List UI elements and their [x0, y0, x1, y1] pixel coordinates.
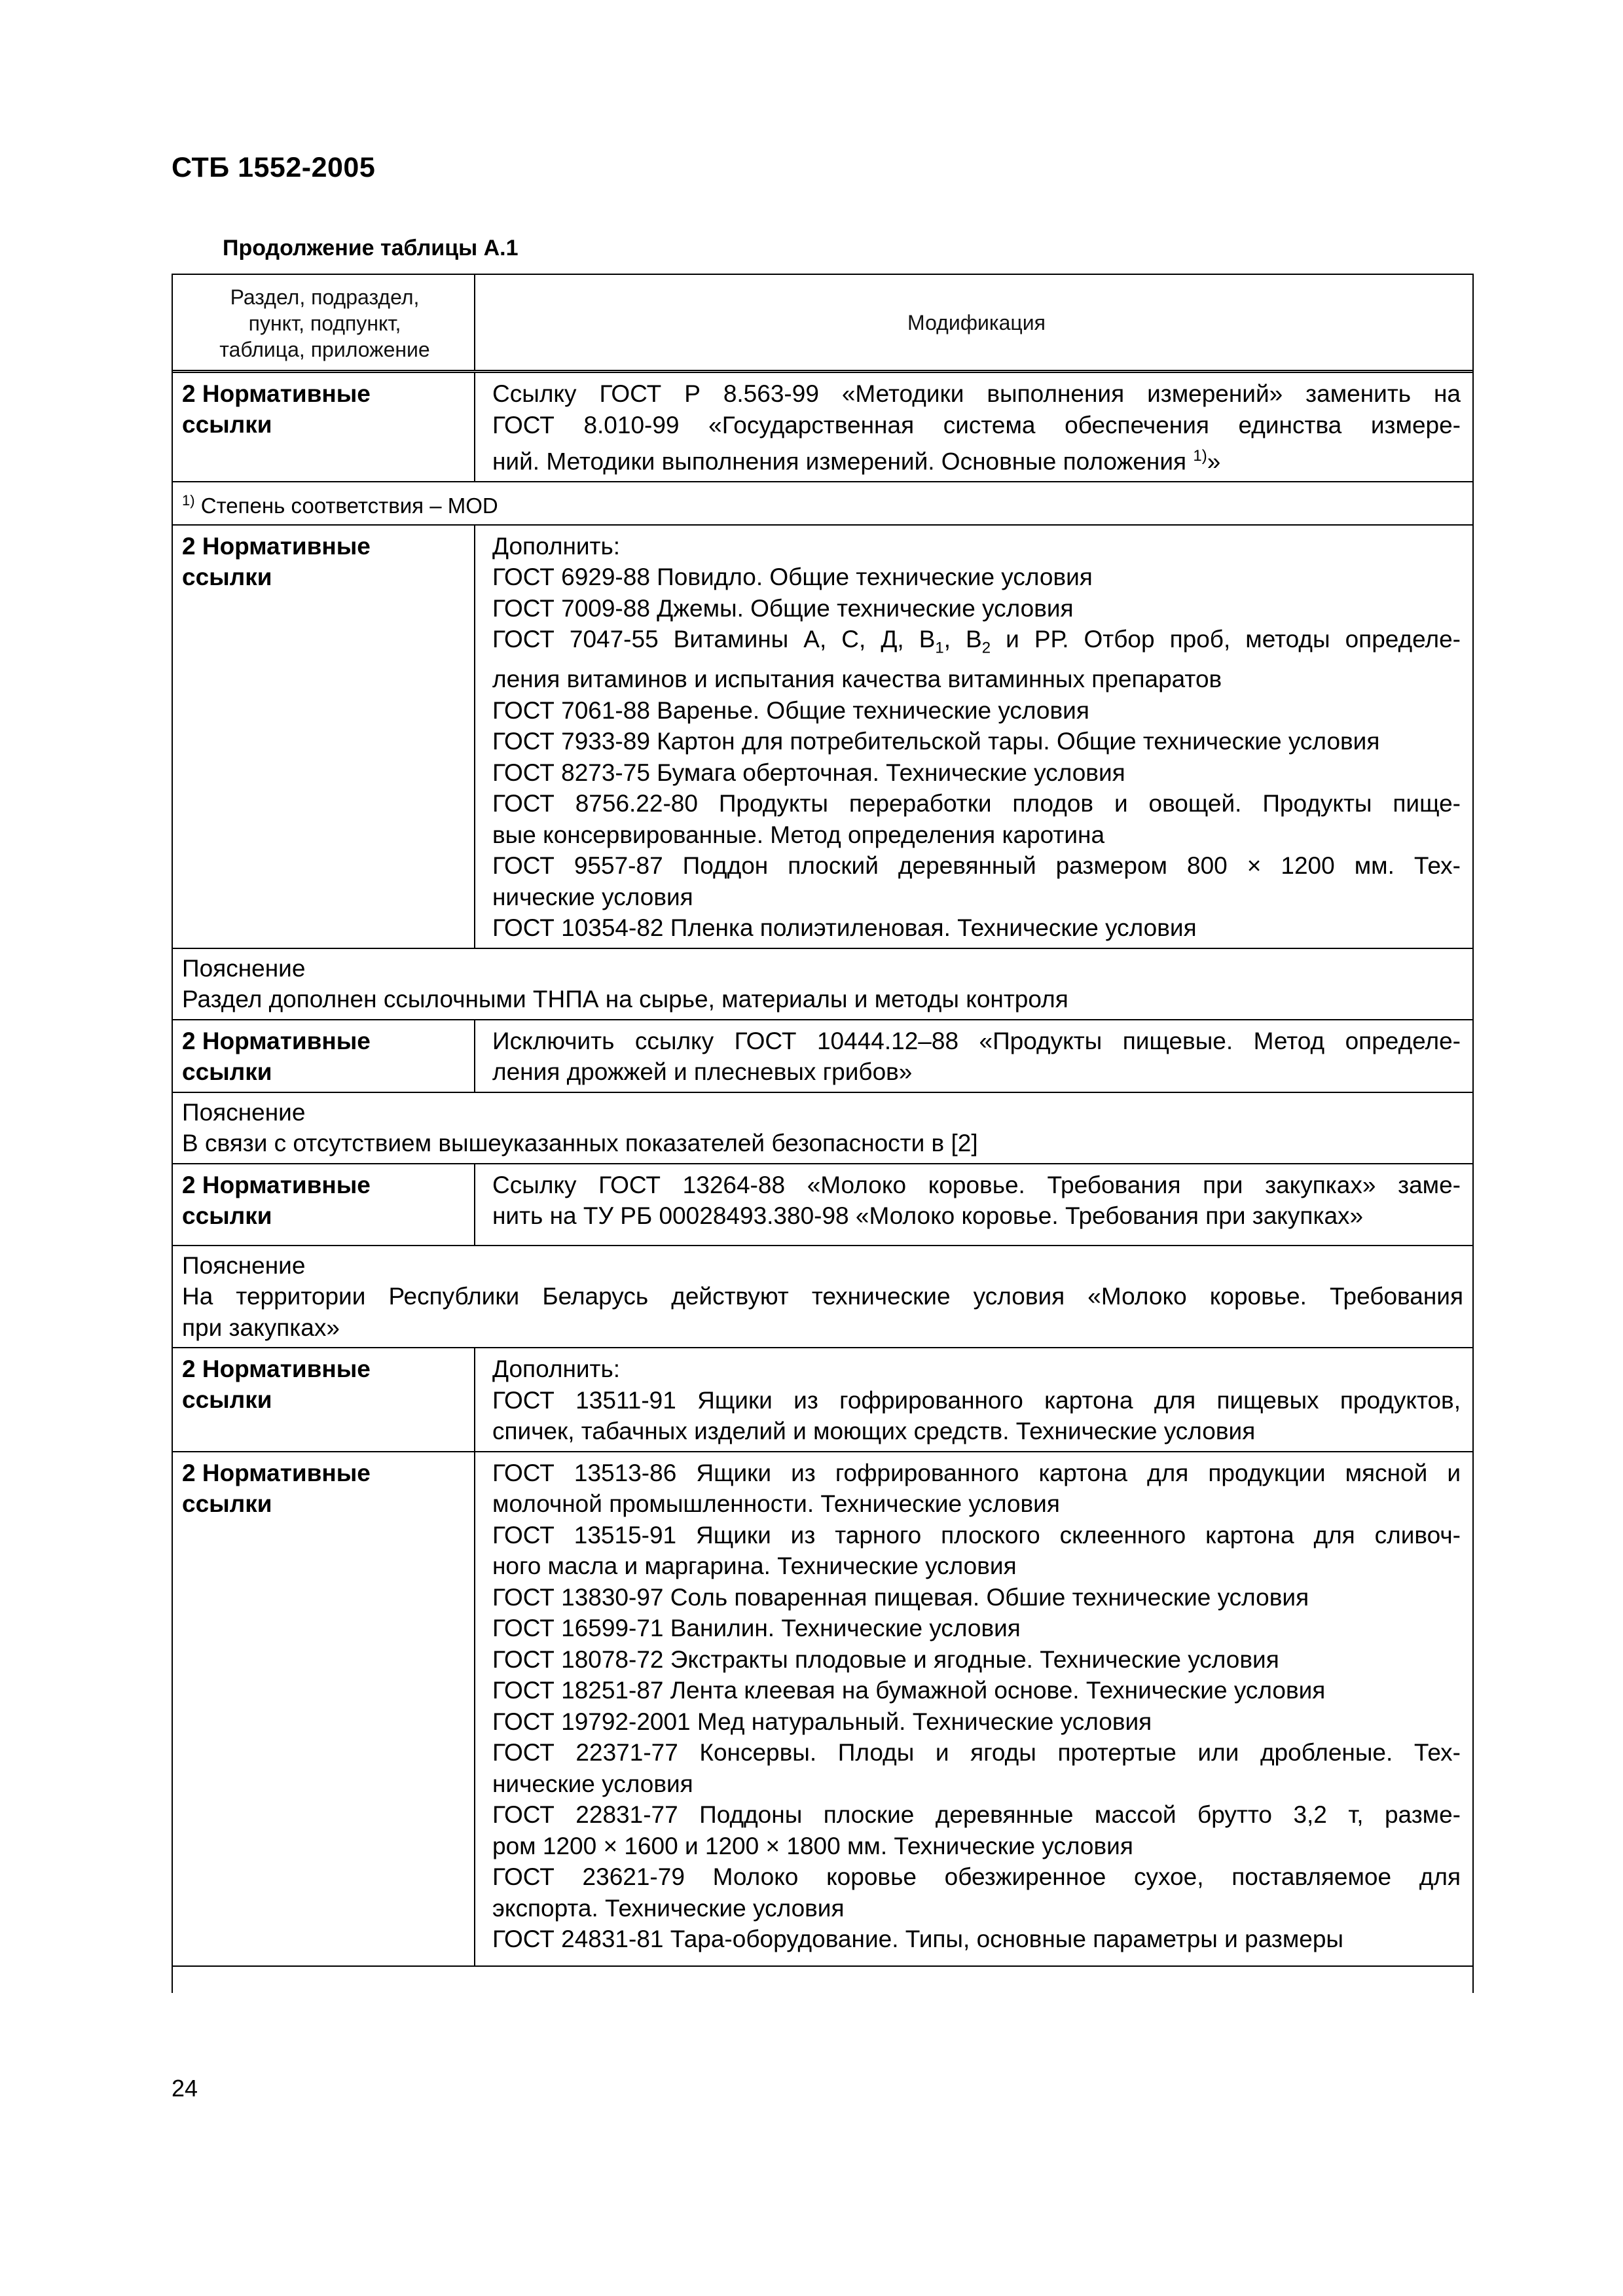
col-header-line: пункт, подпункт,: [248, 311, 401, 335]
text-line: ГОСТ 9557-87 Поддон плоский деревянный размером 800 × 1200 мм. Тех-: [492, 852, 1461, 880]
explanation-text: Раздел дополнен ссылочными ТНПА на сырье, материалы и методы контроля: [182, 986, 1068, 1013]
section-label: 2 Нормативные: [182, 1027, 371, 1054]
text-line: ного масла и маргарина. Технические условия: [492, 1552, 1017, 1580]
explanation-title: Пояснение: [182, 954, 306, 982]
table-row: [173, 1020, 1472, 1093]
text-line: Ссылку ГОСТ Р 8.563-99 «Методики выполнения измерений» заменить на: [492, 380, 1461, 407]
text-line: ГОСТ 7061-88 Варенье. Общие технические условия: [492, 696, 1089, 724]
text-line: ГОСТ 8273-75 Бумага оберточная. Технические условия: [492, 759, 1125, 786]
table-row: [173, 526, 1472, 949]
modification-cell: [475, 526, 1472, 948]
section-label: 2 Нормативные: [182, 532, 371, 560]
section-label: 2 Нормативные: [182, 380, 371, 407]
text-line: Ссылку ГОСТ 13264-88 «Молоко коровье. Требования при закупках» заме-: [492, 1171, 1461, 1198]
text-line: ГОСТ 22831-77 Поддоны плоские деревянные массой брутто 3,2 т, разме-: [492, 1801, 1461, 1829]
explanation-row: [173, 1093, 1472, 1164]
modification-table: [172, 274, 1474, 1993]
text-line: ГОСТ 13511-91 Ящики из гофрированного картона для пищевых продуктов,: [492, 1386, 1461, 1414]
section-cell: [173, 1020, 475, 1092]
explanation-cell: [173, 949, 1472, 1019]
text-line: ГОСТ 16599-71 Ванилин. Технические условия: [492, 1615, 1021, 1642]
text-line: нические условия: [492, 883, 693, 910]
text-line: ГОСТ 13830-97 Соль поваренная пищевая. Обшие технические условия: [492, 1583, 1309, 1611]
table-row: [173, 1348, 1472, 1452]
section-label: 2 Нормативные: [182, 1355, 371, 1383]
col-header-line: таблица, приложение: [219, 337, 430, 361]
explanation-title: Пояснение: [182, 1251, 306, 1279]
modification-cell: [475, 1452, 1472, 1965]
section-label: ссылки: [182, 1058, 272, 1085]
section-cell: [173, 1164, 475, 1245]
table-row: [173, 1452, 1472, 1967]
page-number: 24: [172, 2075, 198, 2102]
text-line: нические условия: [492, 1770, 693, 1797]
section-cell: [173, 373, 475, 481]
text-line: ГОСТ 6929-88 Повидло. Общие технические условия: [492, 564, 1093, 591]
section-label: ссылки: [182, 563, 272, 590]
section-label: ссылки: [182, 1490, 272, 1517]
text-line: ГОСТ 8756.22-80 Продукты переработки плодов и овощей. Продукты пище-: [492, 790, 1461, 817]
section-cell: [173, 1452, 475, 1965]
text-line: ления дрожжей и плесневых грибов»: [492, 1058, 913, 1086]
text-line: ГОСТ 10354-82 Пленка полиэтиленовая. Технические условия: [492, 914, 1197, 942]
col-header-section: [173, 275, 475, 370]
explanation-text: На территории Республики Беларусь действуют технические условия «Молоко коровье. Требования: [182, 1283, 1463, 1310]
text-line: ром 1200 × 1600 и 1200 × 1800 мм. Технические условия: [492, 1832, 1133, 1859]
explanation-cell: [173, 1093, 1472, 1163]
continuation-row: [173, 1967, 1472, 1993]
text-line: ления витаминов и испытания качества витаминных препаратов: [492, 666, 1222, 693]
table-caption: Продолжение таблицы А.1: [223, 236, 519, 260]
text-line: ГОСТ 19792-2001 Мед натуральный. Технические условия: [492, 1708, 1152, 1735]
text-line: ГОСТ 7047-55 Витамины А, С, Д, $В_1$, $В_2$ и РР. Отбор проб, методы определе-: [492, 626, 1461, 657]
text-line: нить на ТУ РБ 00028493.380-98 «Молоко коровье. Требования при закупках»: [492, 1202, 1364, 1230]
text-line: Дополнить:: [492, 1355, 621, 1383]
section-label: ссылки: [182, 1202, 272, 1229]
text-line: ний. Методики выполнения измерений. Основные положения $^{1)}$»: [492, 447, 1221, 475]
text-line: ГОСТ 22371-77 Консервы. Плоды и ягоды протертые или дробленые. Тех-: [492, 1739, 1461, 1767]
modification-cell: [475, 1348, 1472, 1451]
text-line: ГОСТ 7933-89 Картон для потребительской тары. Общие технические условия: [492, 728, 1380, 755]
table-row: [173, 373, 1472, 482]
section-label: 2 Нормативные: [182, 1171, 371, 1198]
text-line: ГОСТ 18251-87 Лента клеевая на бумажной основе. Технические условия: [492, 1677, 1326, 1704]
explanation-title: Пояснение: [182, 1098, 306, 1126]
col-header-line: Раздел, подраздел,: [230, 285, 420, 309]
section-cell: [173, 1348, 475, 1451]
explanation-row: [173, 949, 1472, 1020]
modification-cell: [475, 373, 1472, 481]
section-label: 2 Нормативные: [182, 1459, 371, 1486]
footnote-row: [173, 482, 1472, 526]
text-line: Исключить ссылку ГОСТ 10444.12–88 «Продукты пищевые. Метод определе-: [492, 1027, 1461, 1054]
table-header-row: [173, 275, 1472, 373]
text-line: ГОСТ 24831-81 Тара-оборудование. Типы, основные параметры и размеры: [492, 1926, 1344, 1953]
text-line: ГОСТ 18078-72 Экстракты плодовые и ягодные. Технические условия: [492, 1645, 1279, 1673]
section-label: ссылки: [182, 1386, 272, 1414]
text-line: ГОСТ 13515-91 Ящики из тарного плоского склеенного картона для сливоч-: [492, 1521, 1461, 1549]
text-line: ГОСТ 8.010-99 «Государственная система обеспечения единства измере-: [492, 411, 1461, 439]
text-line: экспорта. Технические условия: [492, 1894, 845, 1922]
explanation-cell: [173, 1246, 1472, 1348]
footnote-marker: 1): [1193, 447, 1207, 465]
text-line: ГОСТ 23621-79 Молоко коровье обезжиренное сухое, поставляемое для: [492, 1863, 1461, 1891]
text-line: Дополнить:: [492, 532, 621, 560]
section-label: ссылки: [182, 411, 272, 438]
text-line: молочной промышленности. Технические условия: [492, 1490, 1060, 1518]
text-line: ГОСТ 13513-86 Ящики из гофрированного картона для продукции мясной и: [492, 1459, 1461, 1486]
modification-cell: [475, 1020, 1472, 1092]
document-code: СТБ 1552-2005: [172, 152, 376, 183]
explanation-row: [173, 1246, 1472, 1349]
explanation-text: при закупках»: [182, 1314, 340, 1341]
explanation-text: В связи с отсутствием вышеуказанных показателей безопасности в [2]: [182, 1130, 978, 1157]
footnote: $^{1)}$ Степень соответствия – MOD: [182, 492, 498, 518]
section-cell: [173, 526, 475, 948]
col-header-modification: Модификация: [907, 311, 1046, 334]
text-line: вые консервированные. Метод определения каротина: [492, 821, 1105, 848]
text-line: ГОСТ 7009-88 Джемы. Общие технические условия: [492, 594, 1074, 622]
text-line: спичек, табачных изделий и моющих средств. Технические условия: [492, 1418, 1256, 1445]
table-row: [173, 1164, 1472, 1246]
modification-cell: [475, 1164, 1472, 1245]
